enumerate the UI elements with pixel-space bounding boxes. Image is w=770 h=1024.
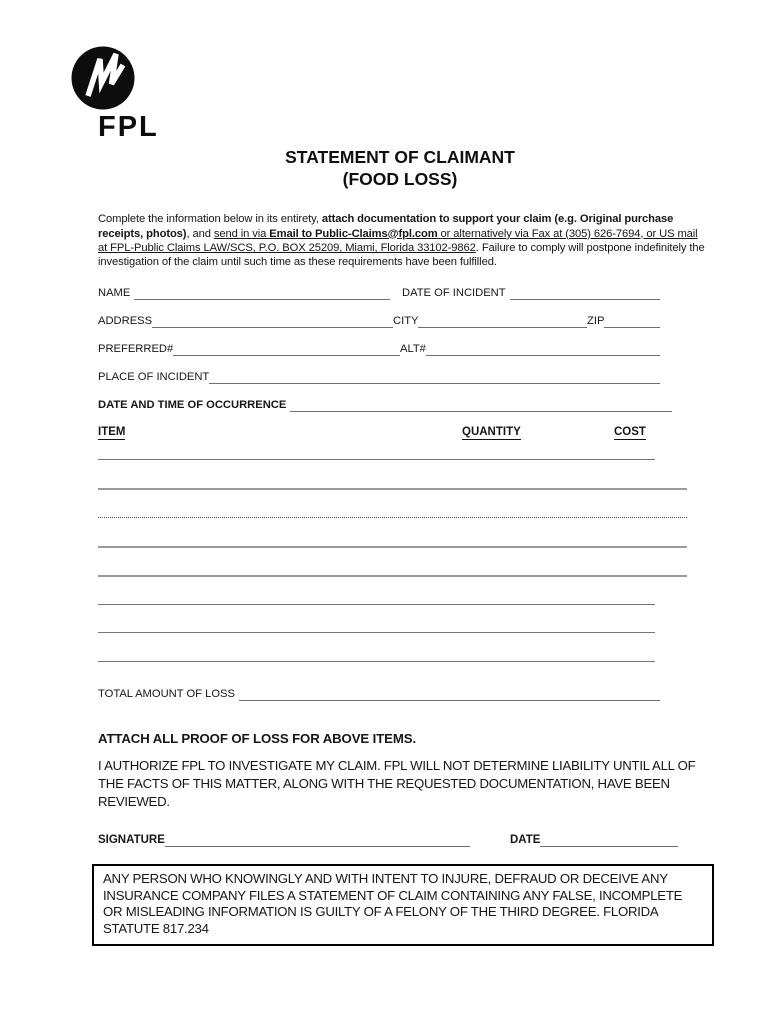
city-input-line[interactable] — [418, 314, 587, 328]
occurrence-label: DATE AND TIME OF OCCURRENCE — [98, 399, 287, 411]
intro-text-bold: attach documentation to support your claim (e.g. Original purchase receipts, photos) — [98, 213, 674, 240]
claimant-fields — [98, 285, 688, 440]
intro-text-underlined-2: or alternatively via Fax at (305) 626-7694, or US mail at FPL-Public Claims LAW/SCS, P.O. BOX 25209, Miami, Florida 33102-9862 — [98, 227, 698, 254]
fraud-disclaimer-text: ANY PERSON WHO KNOWINGLY AND WITH INTENT TO INJURE, DEFRAUD OR DECEIVE ANY INSURANCE COMPANY FILES A STATEMENT OF CLAIM CONTAINING ANY FALSE, INCOMPLETE OR MISLEADING INFORMATION IS GUILTY OF A FELONY OF THE THIRD DEGREE. FLORIDA STATUTE 817.234 — [103, 871, 683, 936]
item-blank-line[interactable] — [98, 546, 687, 548]
intro-text-underlined-1: send in via — [213, 227, 270, 240]
form-title-line2: (FOOD LOSS) — [342, 169, 458, 189]
row-place-of-incident — [98, 369, 660, 384]
date-of-incident-input-line[interactable] — [510, 286, 660, 300]
alt-phone-input-line[interactable] — [426, 342, 660, 356]
preferred-phone-label: PREFERRED# — [98, 343, 174, 355]
item-blank-line[interactable] — [98, 488, 687, 490]
quantity-column-header: QUANTITY — [462, 426, 521, 438]
date-label: DATE — [510, 834, 541, 846]
name-input-line[interactable] — [134, 286, 390, 300]
name-label: NAME — [98, 287, 131, 299]
item-blank-line[interactable] — [98, 661, 655, 662]
place-of-incident-label: PLACE OF INCIDENT — [98, 371, 210, 383]
zip-label: ZIP — [587, 315, 605, 327]
row-total-amount — [98, 686, 660, 701]
total-amount-input-line[interactable] — [239, 687, 660, 701]
preferred-phone-input-line[interactable] — [173, 342, 400, 356]
items-table-header — [98, 425, 660, 440]
alt-phone-label: ALT# — [400, 343, 426, 355]
intro-text-2: , and — [186, 227, 214, 240]
item-blank-line[interactable] — [98, 575, 687, 577]
intro-text-3: . Failure to comply will postpone indefinitely the investigation of the claim until such time as these requirements have been fulfilled. — [98, 242, 705, 269]
authorization-paragraph: I AUTHORIZE FPL TO INVESTIGATE MY CLAIM. FPL WILL NOT DETERMINE LIABILITY UNTIL ALL OF THE FACTS OF THIS MATTER, ALONG WITH THE REQUESTED DOCUMENTATION, HAVE BEEN REVIEWED. — [98, 758, 696, 809]
fpl-lightning-icon — [71, 46, 159, 110]
date-input-line[interactable] — [540, 833, 678, 847]
row-date-time-occurrence — [98, 397, 672, 412]
signature-input-line[interactable] — [165, 833, 470, 847]
form-title — [30, 146, 770, 190]
cost-column-header: COST — [614, 426, 646, 438]
fraud-disclaimer-box — [92, 864, 714, 946]
attach-proof-note: ATTACH ALL PROOF OF LOSS FOR ABOVE ITEMS. — [98, 731, 417, 746]
row-name-dateofincident — [98, 285, 660, 300]
row-signature-date — [98, 831, 678, 847]
intro-paragraph — [98, 212, 708, 270]
form-title-line1: STATEMENT OF CLAIMANT — [285, 147, 515, 167]
date-of-incident-label: DATE OF INCIDENT — [402, 287, 506, 299]
item-column-header: ITEM — [98, 426, 126, 438]
signature-label: SIGNATURE — [98, 834, 165, 846]
fpl-logo — [71, 46, 159, 142]
item-blank-line[interactable] — [98, 459, 655, 460]
place-of-incident-input-line[interactable] — [209, 370, 660, 384]
address-label: ADDRESS — [98, 315, 153, 327]
intro-text-1: Complete the information below in its entirety, — [98, 213, 322, 226]
total-amount-label: TOTAL AMOUNT OF LOSS — [98, 688, 235, 700]
row-phone-numbers — [98, 341, 660, 356]
item-blank-line[interactable] — [98, 517, 687, 518]
item-blank-line[interactable] — [98, 604, 655, 605]
item-blank-line[interactable] — [98, 632, 655, 633]
city-label: CITY — [393, 315, 419, 327]
address-input-line[interactable] — [152, 314, 393, 328]
row-address-city-zip — [98, 313, 660, 328]
occurrence-input-line[interactable] — [290, 398, 672, 412]
item-lines — [98, 459, 687, 689]
intro-email-text: Email to Public-Claims@fpl.com — [269, 227, 438, 240]
fpl-logo-text: FPL — [98, 111, 159, 143]
zip-input-line[interactable] — [604, 314, 660, 328]
